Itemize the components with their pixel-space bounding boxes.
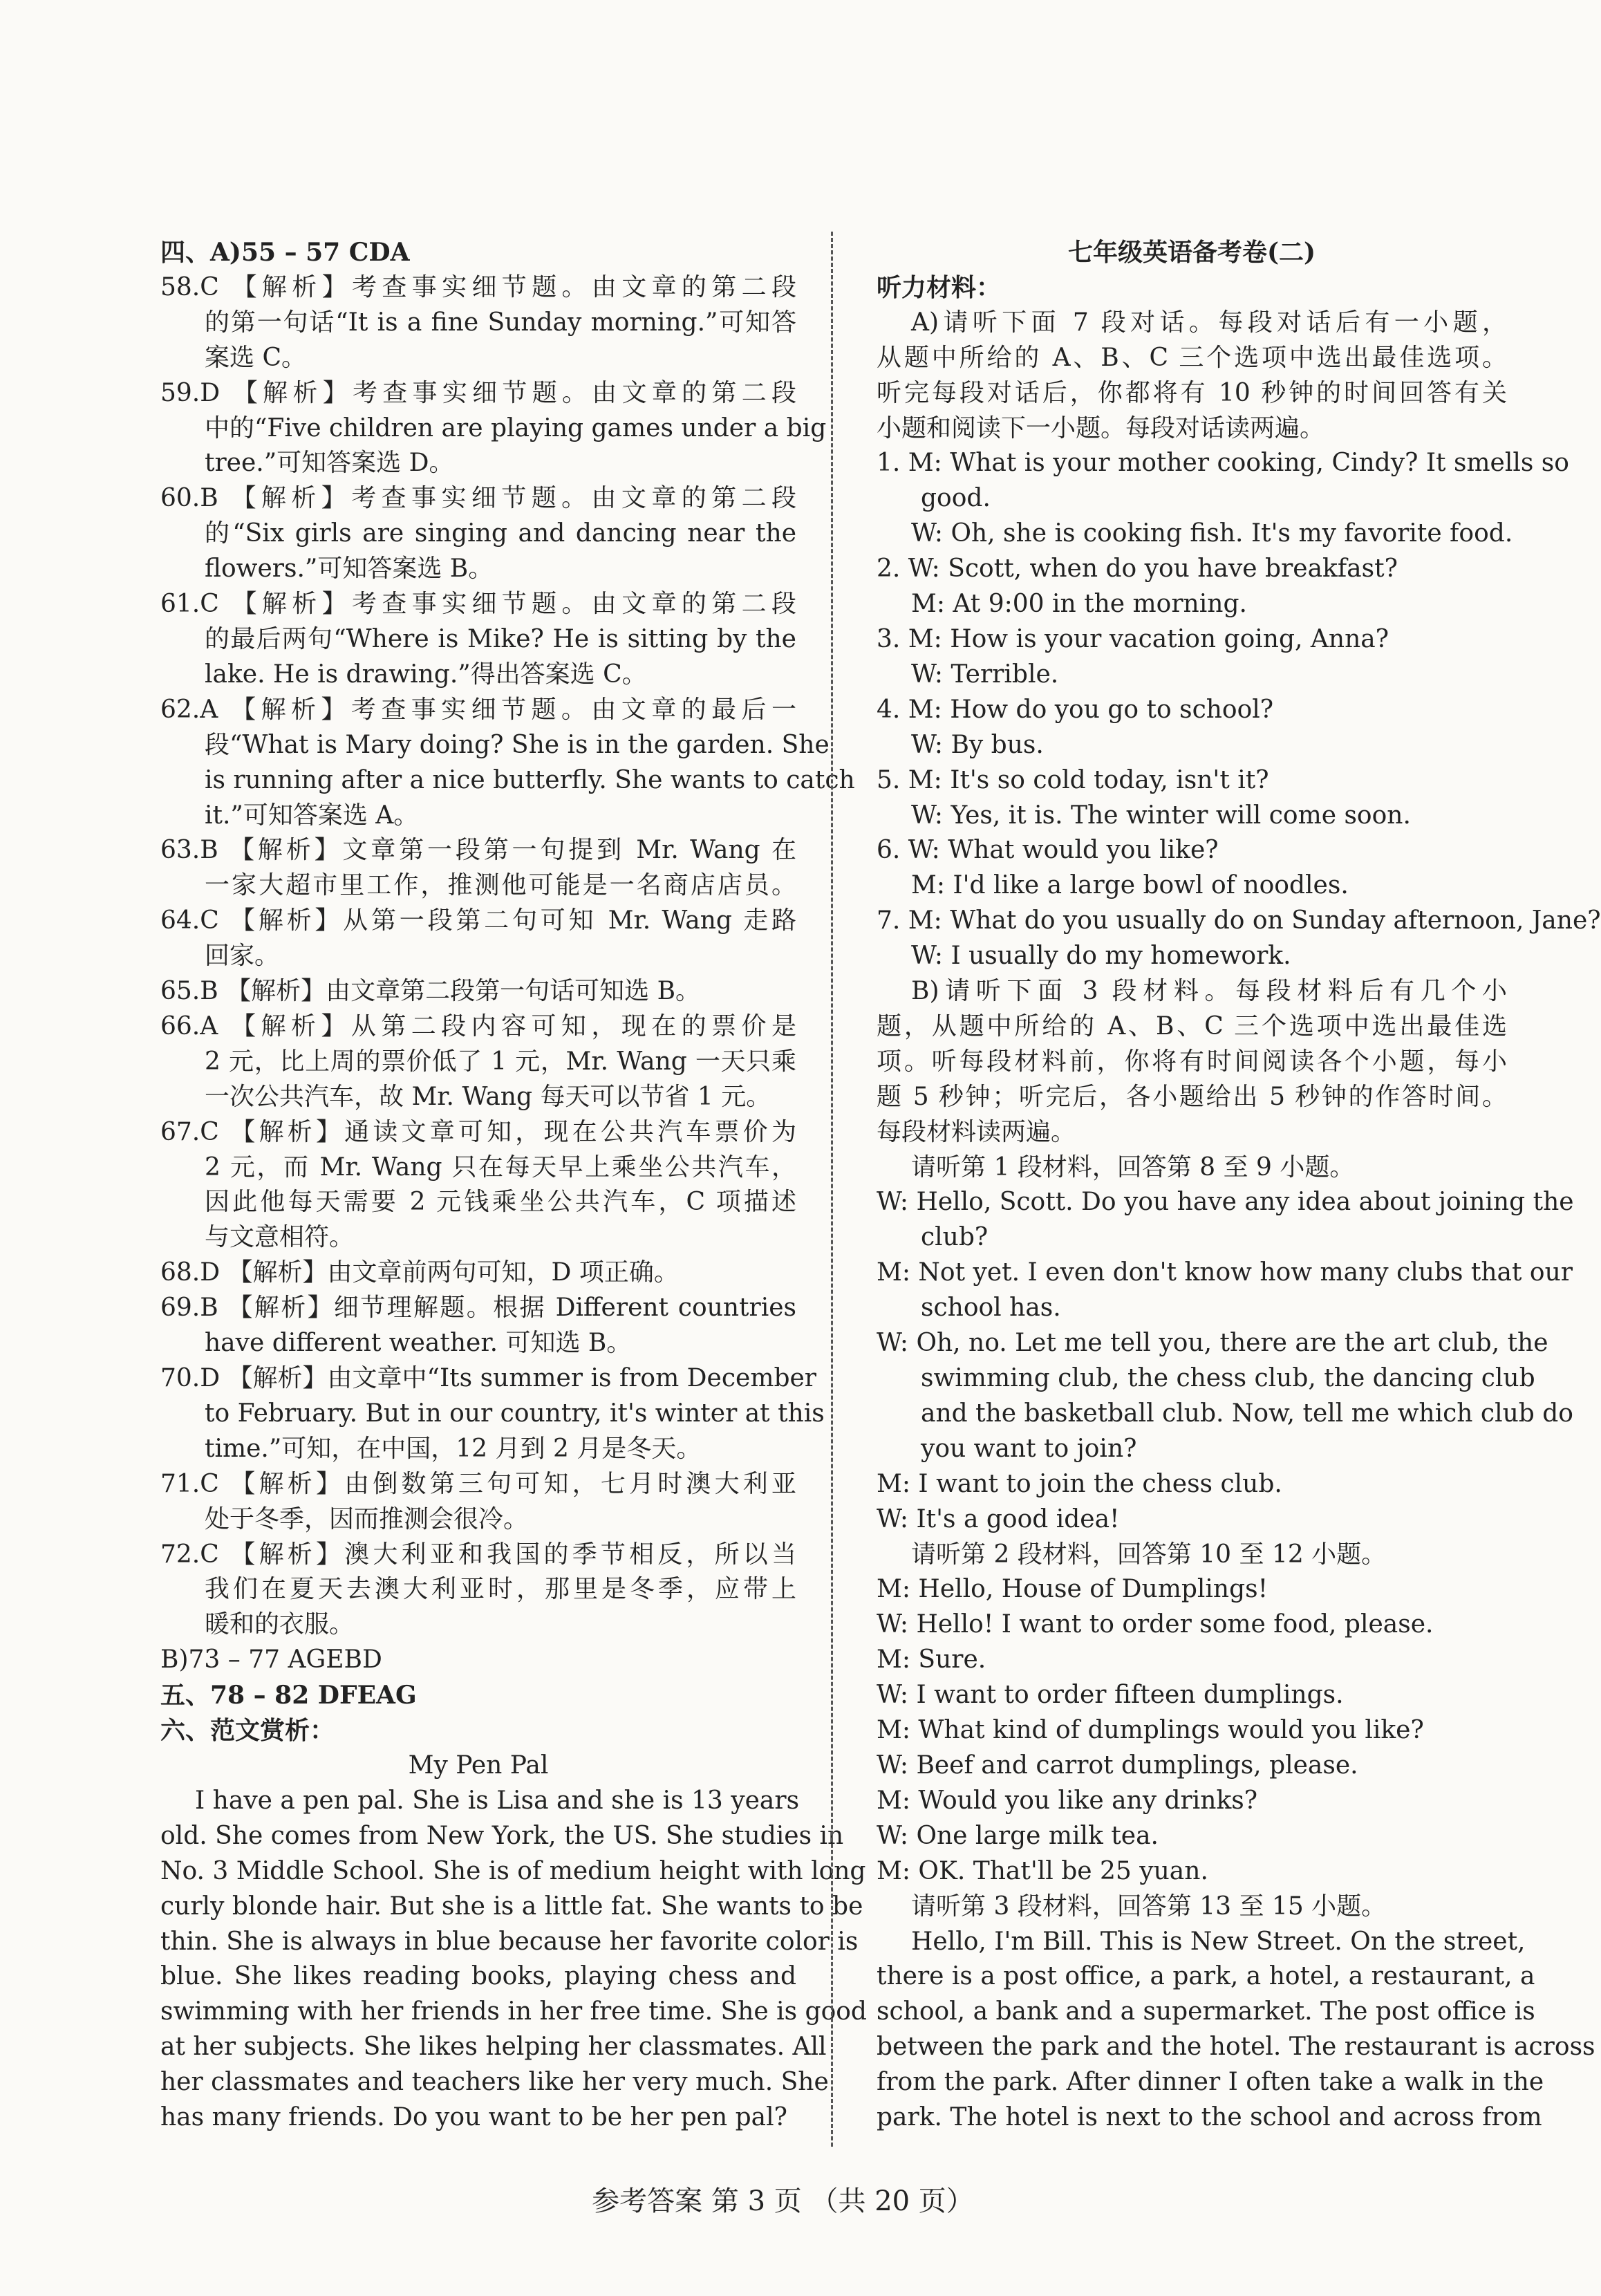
text-line: 中的“Five children are playing games under a big	[205, 413, 827, 442]
text-line: M: At 9:00 in the morning.	[911, 590, 1247, 619]
text-line: 四、A)55 – 57 CDA	[160, 238, 410, 267]
text-line: 听完每段对话后，你都将有 10 秒钟的时间回答有关	[877, 378, 1507, 407]
text-line: 70.D 【解析】由文章中“Its summer is from December	[160, 1364, 817, 1392]
text-line: 64.C 【解析】从第一段第二句可知 Mr. Wang 走路	[160, 906, 796, 935]
text-line: 65.B 【解析】由文章第二段第一句话可知选 B。	[160, 977, 701, 1006]
text-line: 5. M: It's so cold today, isn't it?	[877, 765, 1269, 794]
text-line: 段“What is Mary doing? She is in the garden. She	[205, 730, 830, 759]
text-line: 小题和阅读下一小题。每段对话读两遍。	[877, 413, 1325, 442]
left-column	[160, 235, 867, 2136]
text-line: school, a bank and a supermarket. The post office is	[877, 1997, 1535, 2026]
text-line: lake. He is drawing.”得出答案选 C。	[205, 660, 647, 689]
text-line: 与文意相符。	[205, 1223, 355, 1252]
text-line: 回家。	[205, 942, 280, 971]
text-line: 五、78 – 82 DFEAG	[160, 1681, 417, 1710]
text-line: 7. M: What do you usually do on Sunday afternoon, Jane?	[877, 906, 1601, 935]
text-line: W: One large milk tea.	[877, 1821, 1159, 1850]
text-line: swimming with her friends in her free time. She is good	[160, 1997, 867, 2026]
text-line: club?	[921, 1223, 989, 1252]
text-line: 六、范文赏析：	[160, 1716, 335, 1746]
text-line: curly blonde hair. But she is a little fat. She wants to be	[160, 1892, 863, 1921]
text-line: M: I want to join the chess club.	[877, 1469, 1282, 1498]
text-line: 62.A 【解析】考查事实细节题。由文章的最后一	[160, 695, 796, 724]
text-line: 67.C 【解析】通读文章可知，现在公共汽车票价为	[160, 1117, 796, 1146]
text-line: M: I'd like a large bowl of noodles.	[911, 871, 1349, 900]
text-line: 一次公共汽车，故 Mr. Wang 每天可以节省 1 元。	[205, 1082, 771, 1111]
text-line: 61.C 【解析】考查事实细节题。由文章的第二段	[160, 590, 796, 619]
text-line: 处于冬季，因而推测会很冷。	[205, 1504, 529, 1533]
text-line: W: Oh, she is cooking fish. It's my favorite food.	[911, 519, 1513, 548]
text-line: A)请听下面 7 段对话。每段对话后有一小题，	[911, 308, 1507, 337]
text-line: W: Beef and carrot dumplings, please.	[877, 1751, 1358, 1780]
text-line: from the park. After dinner I often take a walk in the	[877, 2068, 1544, 2097]
text-line: W: Hello! I want to order some food, please.	[877, 1610, 1434, 1639]
text-line: W: Terrible.	[911, 660, 1059, 689]
text-line: 1. M: What is your mother cooking, Cindy? It smells so	[877, 449, 1569, 478]
text-line: M: What kind of dumplings would you like?	[877, 1716, 1424, 1745]
text-line: M: Not yet. I even don't know how many clubs that our	[877, 1258, 1573, 1287]
text-line: blue. She likes reading books, playing chess and	[160, 1962, 796, 1991]
text-line: 请听第 3 段材料，回答第 13 至 15 小题。	[911, 1892, 1387, 1921]
text-line: 68.D 【解析】由文章前两句可知，D 项正确。	[160, 1258, 679, 1287]
text-line: W: By bus.	[911, 730, 1044, 759]
text-line: flowers.”可知答案选 B。	[205, 554, 494, 584]
text-line: W: It's a good idea!	[877, 1504, 1120, 1533]
text-line: 3. M: How is your vacation going, Anna?	[877, 624, 1389, 653]
text-line: old. She comes from New York, the US. She studies in	[160, 1821, 844, 1850]
text-line: 的第一句话“It is a fine Sunday morning.”可知答	[205, 308, 796, 337]
text-line: school has.	[921, 1294, 1061, 1323]
text-line: 项。听每段材料前，你将有时间阅读各个小题，每小	[877, 1047, 1507, 1076]
text-line: 的最后两句“Where is Mike? He is sitting by the	[205, 624, 796, 653]
text-line: 题 5 秒钟；听完后，各小题给出 5 秒钟的作答时间。	[877, 1082, 1507, 1111]
text-line: 我们在夏天去澳大利亚时，那里是冬季，应带上	[205, 1575, 796, 1604]
text-line: it.”可知答案选 A。	[205, 801, 419, 830]
text-line: No. 3 Middle School. She is of medium height with long	[160, 1856, 866, 1885]
text-line: her classmates and teachers like her very much. She	[160, 2068, 829, 2097]
text-line: 69.B 【解析】细节理解题。根据 Different countries	[160, 1294, 796, 1323]
text-line: 58.C 【解析】考查事实细节题。由文章的第二段	[160, 272, 796, 301]
text-line: good.	[921, 484, 991, 513]
text-line: to February. But in our country, it's winter at this	[205, 1399, 825, 1428]
text-line: 2 元，而 Mr. Wang 只在每天早上乘坐公共汽车，	[205, 1152, 796, 1182]
column-divider	[831, 232, 833, 2147]
text-line: 2. W: Scott, when do you have breakfast?	[877, 554, 1398, 584]
text-line: 案选 C。	[205, 343, 306, 372]
text-line: 71.C 【解析】由倒数第三句可知，七月时澳大利亚	[160, 1469, 796, 1498]
text-line: 6. W: What would you like?	[877, 836, 1219, 865]
text-line: 请听第 1 段材料，回答第 8 至 9 小题。	[911, 1152, 1355, 1182]
text-line: Hello, I'm Bill. This is New Street. On the street,	[911, 1927, 1526, 1956]
text-line: and the basketball club. Now, tell me which club do	[921, 1399, 1573, 1428]
text-line: 一家大超市里工作，推测他可能是一名商店店员。	[205, 871, 796, 900]
text-line: W: Oh, no. Let me tell you, there are the art club, the	[877, 1329, 1548, 1358]
text-line: 每段材料读两遍。	[877, 1117, 1076, 1146]
text-line: have different weather. 可知选 B。	[205, 1329, 632, 1358]
text-line: 60.B 【解析】考查事实细节题。由文章的第二段	[160, 484, 796, 513]
text-line: 66.A 【解析】从第二段内容可知，现在的票价是	[160, 1011, 796, 1040]
text-line: W: I want to order fifteen dumplings.	[877, 1681, 1344, 1710]
text-line: 听力材料：	[877, 272, 1002, 302]
text-line: is running after a nice butterfly. She wants to catch	[205, 765, 855, 794]
text-line: M: Sure.	[877, 1645, 986, 1674]
text-line: W: I usually do my homework.	[911, 942, 1291, 971]
text-line: time.”可知，在中国，12 月到 2 月是冬天。	[205, 1434, 702, 1463]
text-line: 从题中所给的 A、B、C 三个选项中选出最佳选项。	[877, 343, 1507, 372]
text-line: 63.B 【解析】文章第一段第一句提到 Mr. Wang 在	[160, 836, 796, 865]
text-line: My Pen Pal	[408, 1751, 549, 1780]
text-line: thin. She is always in blue because her favorite color is	[160, 1927, 859, 1956]
text-line: 因此他每天需要 2 元钱乘坐公共汽车，C 项描述	[205, 1188, 796, 1217]
text-line: between the park and the hotel. The restaurant is across	[877, 2033, 1595, 2062]
text-line: W: Hello, Scott. Do you have any idea about joining the	[877, 1188, 1574, 1217]
text-line: I have a pen pal. She is Lisa and she is 13 years	[195, 1786, 800, 1815]
text-line: 59.D 【解析】考查事实细节题。由文章的第二段	[160, 378, 796, 407]
text-line: W: Yes, it is. The winter will come soon.	[911, 801, 1411, 830]
text-line: 请听第 2 段材料，回答第 10 至 12 小题。	[911, 1540, 1387, 1569]
page-footer: 参考答案 第 3 页 （共 20 页）	[592, 2185, 974, 2217]
text-line: 的“Six girls are singing and dancing near the	[205, 519, 796, 548]
text-line: tree.”可知答案选 D。	[205, 449, 454, 478]
text-line: park. The hotel is next to the school and across from	[877, 2103, 1542, 2132]
text-line: has many friends. Do you want to be her pen pal?	[160, 2103, 787, 2132]
text-line: B)73 – 77 AGEBD	[160, 1645, 382, 1674]
text-line: at her subjects. She likes helping her classmates. All	[160, 2033, 827, 2062]
text-line: M: OK. That'll be 25 yuan.	[877, 1856, 1208, 1885]
right-column	[877, 235, 1601, 2136]
text-line: 72.C 【解析】澳大利亚和我国的季节相反，所以当	[160, 1540, 796, 1569]
text-line: M: Would you like any drinks?	[877, 1786, 1258, 1815]
text-line: 暖和的衣服。	[205, 1610, 355, 1639]
section-title: 七年级英语备考卷(二)	[1067, 238, 1316, 267]
text-line: there is a post office, a park, a hotel, a restaurant, a	[877, 1962, 1535, 1991]
text-line: 2 元，比上周的票价低了 1 元，Mr. Wang 一天只乘	[205, 1047, 796, 1076]
text-line: you want to join?	[921, 1434, 1137, 1463]
text-line: 题，从题中所给的 A、B、C 三个选项中选出最佳选	[877, 1011, 1507, 1040]
text-line: swimming club, the chess club, the dancing club	[921, 1364, 1535, 1392]
text-line: 4. M: How do you go to school?	[877, 695, 1274, 724]
text-line: M: Hello, House of Dumplings!	[877, 1575, 1268, 1604]
text-line: B)请听下面 3 段材料。每段材料后有几个小	[911, 977, 1507, 1006]
